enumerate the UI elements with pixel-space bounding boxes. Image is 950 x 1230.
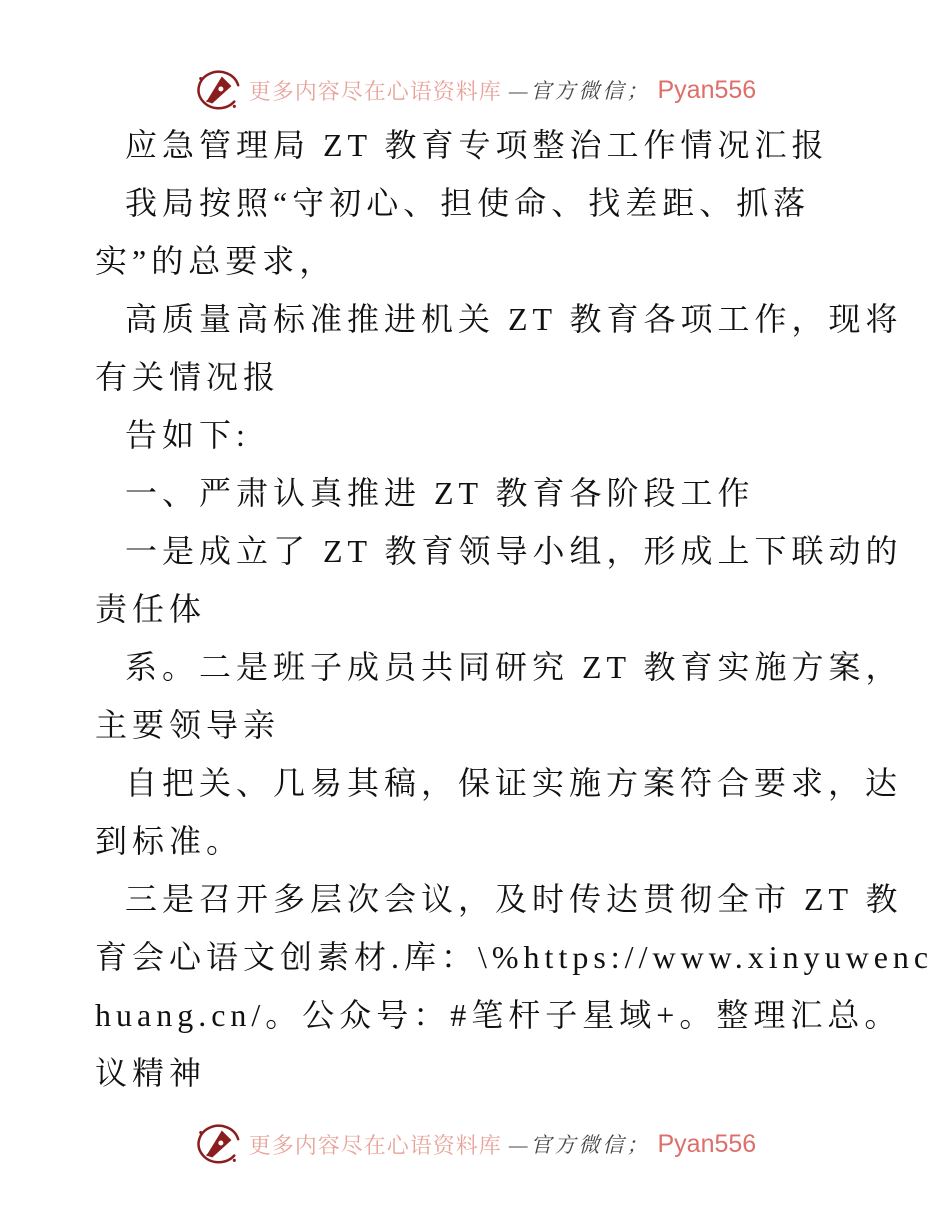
text-line: 高质量高标准推进机关 ZT 教育各项工作，现将	[125, 301, 903, 337]
text-line-heading: 一、严肃认真推进 ZT 教育各阶段工作	[125, 475, 755, 511]
watermark-brand-text: 更多内容尽在心语资料库	[248, 78, 502, 104]
text-line: 系。二是班子成员共同研究 ZT 教育实施方案，	[125, 649, 903, 685]
watermark-brand-text: 更多内容尽在心语资料库	[248, 1132, 502, 1158]
header-watermark	[0, 63, 950, 117]
text-line: 责任体	[95, 591, 207, 627]
text-line: 到标准。	[95, 823, 244, 859]
watermark-wechat-id: Pyan556	[657, 75, 757, 104]
text-line-title: 应急管理局 ZT 教育专项整治工作情况汇报	[125, 127, 829, 163]
text-line: 告如下:	[125, 417, 250, 453]
watermark-wechat-label: —官方微信；	[508, 79, 651, 103]
watermark-wechat-label: —官方微信；	[508, 1133, 651, 1157]
watermark-wechat-id: Pyan556	[657, 1129, 757, 1158]
pen-nib-circle-icon	[194, 1120, 242, 1168]
text-line: 议精神	[95, 1055, 207, 1091]
footer-watermark	[0, 1117, 950, 1171]
document-body	[95, 116, 934, 1102]
text-line: 实”的总要求，	[95, 243, 337, 279]
text-line: 主要领导亲	[95, 707, 281, 743]
text-line: huang.cn/。公众号：#笔杆子星域+。整理汇总。	[95, 997, 902, 1033]
text-line: 三是召开多层次会议，及时传达贯彻全市 ZT 教	[125, 881, 903, 917]
text-line: 育会心语文创素材.库：\%https://www.xinyuwenc	[95, 939, 934, 975]
text-line: 我局按照“守初心、担使命、找差距、抓落	[125, 185, 811, 221]
text-line: 有关情况报	[95, 359, 281, 395]
text-line: 一是成立了 ZT 教育领导小组，形成上下联动的	[125, 533, 903, 569]
text-line: 自把关、几易其稿，保证实施方案符合要求，达	[125, 765, 903, 801]
pen-nib-circle-icon	[194, 66, 242, 114]
